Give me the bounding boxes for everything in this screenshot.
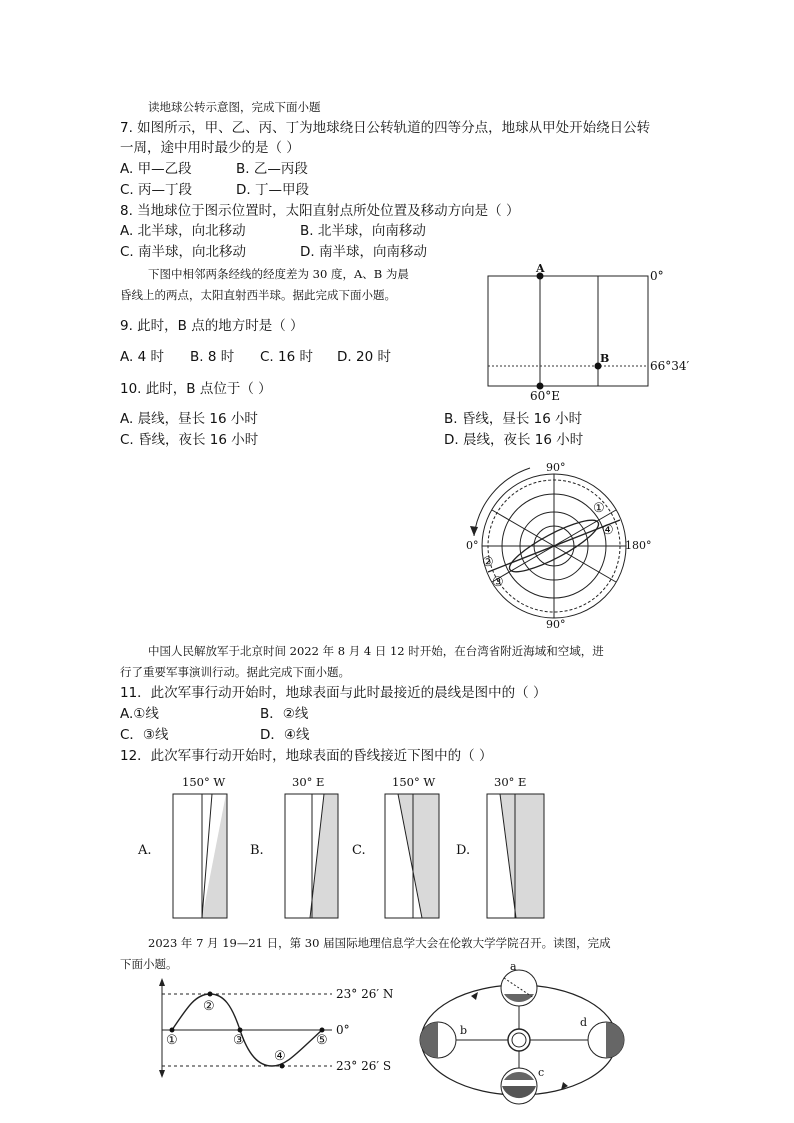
label-p2: ② [203, 999, 215, 1014]
label-north: 23° 26′ N [336, 987, 394, 1001]
q9-option-c[interactable]: C. 16 时 [260, 349, 313, 365]
orbit-figure [416, 960, 631, 1112]
q9-option-d[interactable]: D. 20 时 [337, 349, 391, 365]
q11-option-d[interactable]: D．④线 [260, 727, 310, 743]
label-90-bottom: 90° [546, 618, 566, 631]
q10-option-d[interactable]: D. 晨线，夜长 16 小时 [444, 432, 584, 448]
q7-option-c[interactable]: C. 丙—丁段 [120, 182, 193, 198]
q12-stem: 12．此次军事行动开始时，地球表面的昏线接近下图中的（ ） [120, 748, 493, 764]
label-line-2: ② [482, 555, 494, 570]
q12-panel-c [352, 775, 439, 918]
q8-option-b[interactable]: B. 北半球，向南移动 [300, 223, 426, 239]
q12-letter-a: A. [138, 843, 152, 858]
label-line-3: ③ [492, 575, 504, 590]
label-p1: ① [166, 1033, 178, 1048]
q8-stem: 8. 当地球位于图示位置时，太阳直射点所处位置及移动方向是（ ） [120, 203, 520, 219]
q11-stem: 11．此次军事行动开始时，地球表面与此时最接近的晨线是图中的（ ） [120, 685, 547, 701]
label-line-1: ① [593, 501, 605, 516]
q12-panel-a [137, 775, 227, 918]
label-b: B [600, 352, 610, 365]
q8-option-d[interactable]: D. 南半球，向南移动 [300, 244, 427, 260]
intro-pla-line1: 中国人民解放军于北京时间 2022 年 8 月 4 日 12 时开始，在台湾省附近海域和空域，进 [148, 644, 604, 658]
meridian-figure [480, 262, 710, 402]
q12-panel-d [456, 775, 544, 918]
earth-d [588, 1022, 624, 1058]
q12-letter-c: C. [352, 843, 366, 858]
label-0: 0° [466, 539, 479, 552]
label-south: 23° 26′ S [336, 1059, 392, 1073]
label-a: a [510, 960, 517, 973]
label-180: 180° [625, 539, 652, 552]
q12-panels [130, 768, 560, 928]
label-a: A [536, 262, 545, 275]
label-b: b [460, 1024, 468, 1037]
label-p3: ③ [233, 1033, 245, 1048]
label-60e: 60°E [530, 389, 561, 403]
q12-lon-d: 30° E [494, 775, 527, 789]
earth-b [420, 1022, 456, 1058]
q12-letter-b: B. [250, 843, 264, 858]
earth-a [501, 970, 537, 1006]
intro-pla-line2: 行了重要军事演训行动。据此完成下面小题。 [120, 665, 350, 679]
q10-option-c[interactable]: C. 昏线，夜长 16 小时 [120, 432, 259, 448]
q7-option-d[interactable]: D. 丁—甲段 [236, 182, 309, 198]
label-p4: ④ [274, 1049, 286, 1064]
q9-stem: 9. 此时，B 点的地方时是（ ） [120, 318, 304, 334]
q12-lon-a: 150° W [182, 775, 226, 789]
q9-option-a[interactable]: A. 4 时 [120, 349, 164, 365]
q7-stem-line1: 7. 如图所示，甲、乙、丙、丁为地球绕日公转轨道的四等分点，地球从甲处开始绕日公转 [120, 120, 651, 136]
q10-option-a[interactable]: A. 晨线，昼长 16 小时 [120, 411, 258, 427]
rotation-arrow [474, 468, 530, 536]
earth-c [501, 1068, 537, 1104]
meridian-frame [488, 276, 648, 386]
q7-option-a[interactable]: A. 甲—乙段 [120, 161, 192, 177]
q8-option-a[interactable]: A. 北半球，向北移动 [120, 223, 246, 239]
q10-option-b[interactable]: B. 昏线，昼长 16 小时 [444, 411, 583, 427]
subsolar-wave-figure [150, 976, 400, 1080]
label-d: d [580, 1016, 588, 1029]
label-c: c [538, 1066, 545, 1079]
intro-meridians-line1: 下图中相邻两条经线的经度差为 30 度，A、B 为晨 [148, 267, 409, 281]
label-90-top: 90° [546, 461, 566, 474]
q8-option-c[interactable]: C. 南半球，向北移动 [120, 244, 247, 260]
q11-option-b[interactable]: B．②线 [260, 706, 309, 722]
intro-meridians-line2: 昏线上的两点，太阳直射西半球。据此完成下面小题。 [120, 288, 396, 302]
intro-orbit: 读地球公转示意图，完成下面小题 [148, 100, 321, 114]
q9-option-b[interactable]: B. 8 时 [190, 349, 235, 365]
q10-stem: 10. 此时，B 点位于（ ） [120, 381, 272, 397]
intro-conference-line1: 2023 年 7 月 19—21 日，第 30 届国际地理信息学大会在伦敦大学学院召开。读图，完成 [148, 936, 611, 950]
label-0deg: 0° [650, 269, 664, 283]
q11-option-a[interactable]: A.①线 [120, 706, 159, 722]
q12-lon-c: 150° W [392, 775, 436, 789]
label-p5: ⑤ [316, 1033, 328, 1048]
q12-letter-d: D. [456, 843, 471, 858]
sun [508, 1029, 530, 1051]
q12-lon-b: 30° E [292, 775, 325, 789]
q11-option-c[interactable]: C．③线 [120, 727, 169, 743]
label-66-34: 66°34′ [650, 359, 690, 373]
label-equator: 0° [336, 1023, 350, 1037]
arrow-head [470, 526, 478, 536]
intro-conference-line2: 下面小题。 [120, 957, 178, 971]
q7-option-b[interactable]: B. 乙—丙段 [236, 161, 308, 177]
polar-figure [462, 460, 662, 630]
q7-stem-line2: 一周，途中用时最少的是（ ） [120, 140, 300, 156]
q12-panel-b [250, 775, 338, 918]
label-line-4: ④ [602, 523, 614, 538]
